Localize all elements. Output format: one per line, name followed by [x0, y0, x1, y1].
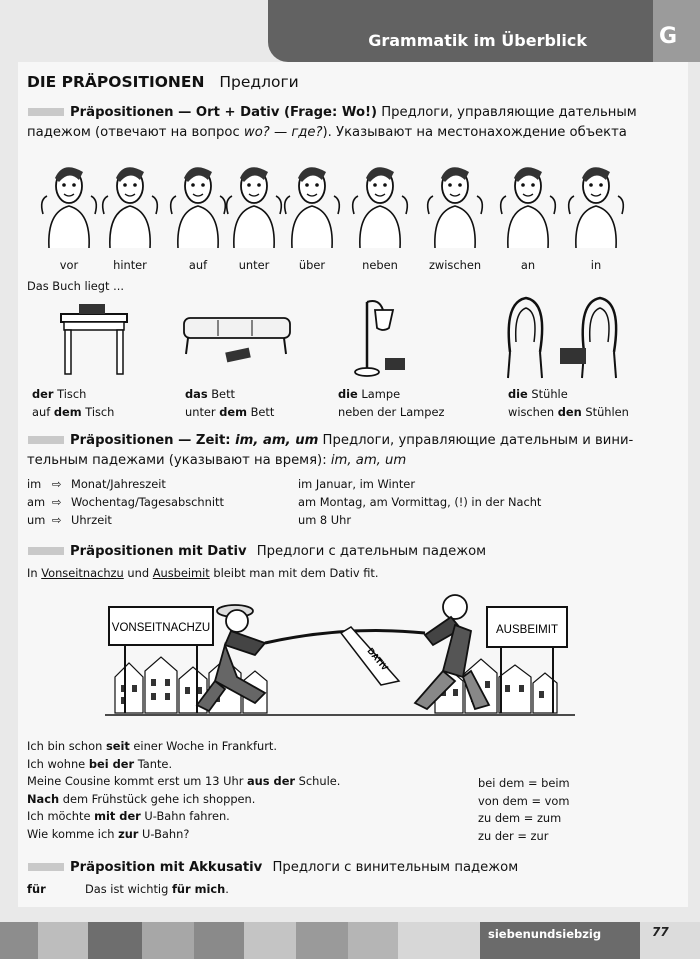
- footer-strip-seg: [398, 922, 480, 959]
- dativ-heading-ru: Предлоги с дательным падежом: [256, 544, 487, 559]
- zeit-heading-ru2b: im, am, um: [330, 453, 407, 468]
- section-marker: [28, 436, 64, 444]
- contraction-item: zu der = zur: [478, 828, 549, 843]
- figure-label: neben: [362, 258, 398, 272]
- akk-sentence-a: Das ist wichtig: [85, 882, 172, 896]
- akk-example: [27, 882, 229, 896]
- ort-example-phrase: unter dem Bett: [185, 405, 275, 419]
- figure-label: in: [590, 258, 602, 272]
- figure-label: hinter: [113, 258, 147, 272]
- footer-page-word: siebenundsiebzig: [488, 927, 602, 941]
- footer-strip-seg: [38, 922, 88, 959]
- ort-intro: Das Buch liegt ...: [27, 279, 124, 293]
- figure-label: unter: [238, 258, 270, 272]
- lamp-illustration: [345, 290, 405, 380]
- zeit-example: am Montag, am Vormittag, (!) in der Nacht: [298, 495, 542, 509]
- figure-vor: [42, 167, 97, 248]
- zeit-heading-ru: Предлоги, управляющие дательным и вини-: [322, 433, 634, 448]
- zeit-heading-ru2a: тельным падежами (указывают на время):: [27, 453, 331, 468]
- sign-right-text: AUSBEIMIT: [496, 624, 558, 636]
- zeit-usage: Monat/Jahreszeit: [71, 477, 166, 491]
- dativ-sentence: Wie komme ich zur U-Bahn?: [27, 827, 190, 841]
- footer-strip-seg: [0, 922, 38, 959]
- figure-label: an: [520, 258, 536, 272]
- chapter-title: Grammatik im Überblick: [368, 31, 587, 50]
- footer-strip-seg: [640, 922, 700, 959]
- rope-label: DATIV: [365, 645, 391, 673]
- footer-strip-seg: [244, 922, 296, 959]
- figure-label: zwischen: [428, 258, 482, 272]
- contraction-item: zu dem = zum: [478, 811, 562, 826]
- figure-an: [501, 167, 556, 248]
- section-marker: [28, 863, 64, 871]
- figure-hinter: [103, 167, 158, 248]
- dativ-intro-a: In: [27, 566, 42, 580]
- figure-in: [569, 167, 624, 248]
- arrow-right-icon: ⇨: [52, 513, 62, 527]
- dativ-intro: [27, 566, 379, 580]
- dativ-intro-c: bleibt man mit dem Dativ fit.: [209, 566, 379, 580]
- akk-heading: [28, 860, 518, 875]
- dativ-sentence: Meine Cousine kommt erst um 13 Uhr aus der Schule.: [27, 774, 341, 789]
- footer-strip-seg: [142, 922, 194, 959]
- ort-heading-ru: Предлоги, управляющие дательным: [381, 105, 637, 120]
- ort-heading-ru2c: ). Указывают на местонахождение объекта: [322, 125, 627, 140]
- dativ-heading-de: Präpositionen mit Dativ: [70, 544, 247, 559]
- bed-illustration: [180, 312, 295, 372]
- ort-heading: [28, 105, 637, 120]
- dativ-sentence: Nach dem Frühstück gehe ich shoppen.: [27, 791, 256, 806]
- ort-example-noun: die Lampe: [338, 387, 401, 401]
- figure-neben: [353, 167, 408, 248]
- zeit-heading-line2: [27, 453, 406, 468]
- ort-heading-line2: [27, 125, 627, 140]
- akk-sentence-b: für mich: [171, 882, 226, 896]
- ort-example-phrase: neben der Lampez: [338, 405, 445, 419]
- chapter-letter-tab: [653, 0, 700, 62]
- figure-über: [285, 167, 340, 248]
- zeit-prep: im: [27, 477, 42, 491]
- footer-strip-seg: [88, 922, 142, 959]
- section-marker: [28, 547, 64, 555]
- ort-example-noun: die Stühle: [508, 387, 568, 401]
- footer-strip-seg: [194, 922, 244, 959]
- contraction-item: bei dem = beim: [478, 776, 570, 790]
- section-marker: [28, 108, 64, 116]
- zeit-usage: Uhrzeit: [71, 513, 112, 527]
- figure-label: auf: [188, 258, 208, 272]
- zeit-prep: um: [27, 513, 46, 527]
- chairs-illustration: [500, 292, 640, 382]
- dativ-intro-u1: Vonseitnachzu: [41, 566, 124, 580]
- contraction-item: von dem = vom: [478, 793, 570, 808]
- ort-example-phrase: wischen den Stühlen: [508, 405, 629, 419]
- sign-left-text: VONSEITNACHZU: [111, 622, 211, 634]
- zeit-heading: [28, 433, 633, 448]
- zeit-prep: am: [27, 495, 46, 509]
- page-title-de: DIE PRÄPOSITIONEN: [27, 73, 205, 91]
- dativ-sentence: Ich wohne bei der Tante.: [27, 756, 173, 771]
- ort-heading-ru2b: wo? — где?: [243, 125, 323, 140]
- preposition-figures: [35, 152, 635, 252]
- ort-heading-ru2a: падежом (отвечают на вопрос: [27, 125, 244, 140]
- page-title: [27, 73, 299, 91]
- figure-unter: [227, 167, 282, 248]
- page-title-ru: Предлоги: [219, 73, 299, 91]
- figure-label: vor: [59, 258, 79, 272]
- chapter-letter: G: [659, 24, 678, 49]
- table-illustration: [55, 300, 135, 380]
- akk-sentence-c: .: [225, 882, 229, 896]
- dativ-heading: [28, 544, 486, 559]
- dativ-intro-u2: Ausbeimit: [152, 566, 210, 580]
- ort-example-noun: der Tisch: [32, 387, 87, 401]
- ort-heading-de: Präpositionen — Ort + Dativ (Frage: Wo!): [70, 105, 378, 120]
- zeit-example: im Januar, im Winter: [298, 477, 415, 491]
- header-bar: [268, 0, 653, 62]
- zeit-heading-preps: im, am, um: [235, 433, 319, 448]
- dativ-intro-b: und: [123, 566, 153, 580]
- dativ-sentence: Ich möchte mit der U-Bahn fahren.: [27, 809, 230, 824]
- ort-example-phrase: auf dem Tisch: [32, 405, 115, 419]
- zeit-heading-de: Präpositionen — Zeit:: [70, 433, 236, 448]
- footer-strip-seg: [348, 922, 398, 959]
- dativ-sentence: Ich bin schon seit einer Woche in Frankfurt.: [27, 739, 278, 753]
- arrow-right-icon: ⇨: [52, 477, 62, 491]
- footer-strip-seg: [296, 922, 348, 959]
- figure-label: über: [298, 258, 326, 272]
- akk-prep: für: [27, 882, 46, 896]
- zeit-usage: Wochentag/Tagesabschnitt: [71, 495, 224, 509]
- akk-heading-ru: Предлоги с винительным падежом: [272, 860, 519, 875]
- akk-heading-de: Präposition mit Akkusativ: [70, 860, 263, 875]
- ort-example-noun: das Bett: [185, 387, 236, 401]
- tug-of-war-illustration: [105, 585, 575, 725]
- figure-auf: [171, 167, 226, 248]
- zeit-example: um 8 Uhr: [298, 513, 352, 527]
- footer-page-number: 77: [652, 925, 669, 939]
- arrow-right-icon: ⇨: [52, 495, 62, 509]
- figure-zwischen: [428, 167, 483, 248]
